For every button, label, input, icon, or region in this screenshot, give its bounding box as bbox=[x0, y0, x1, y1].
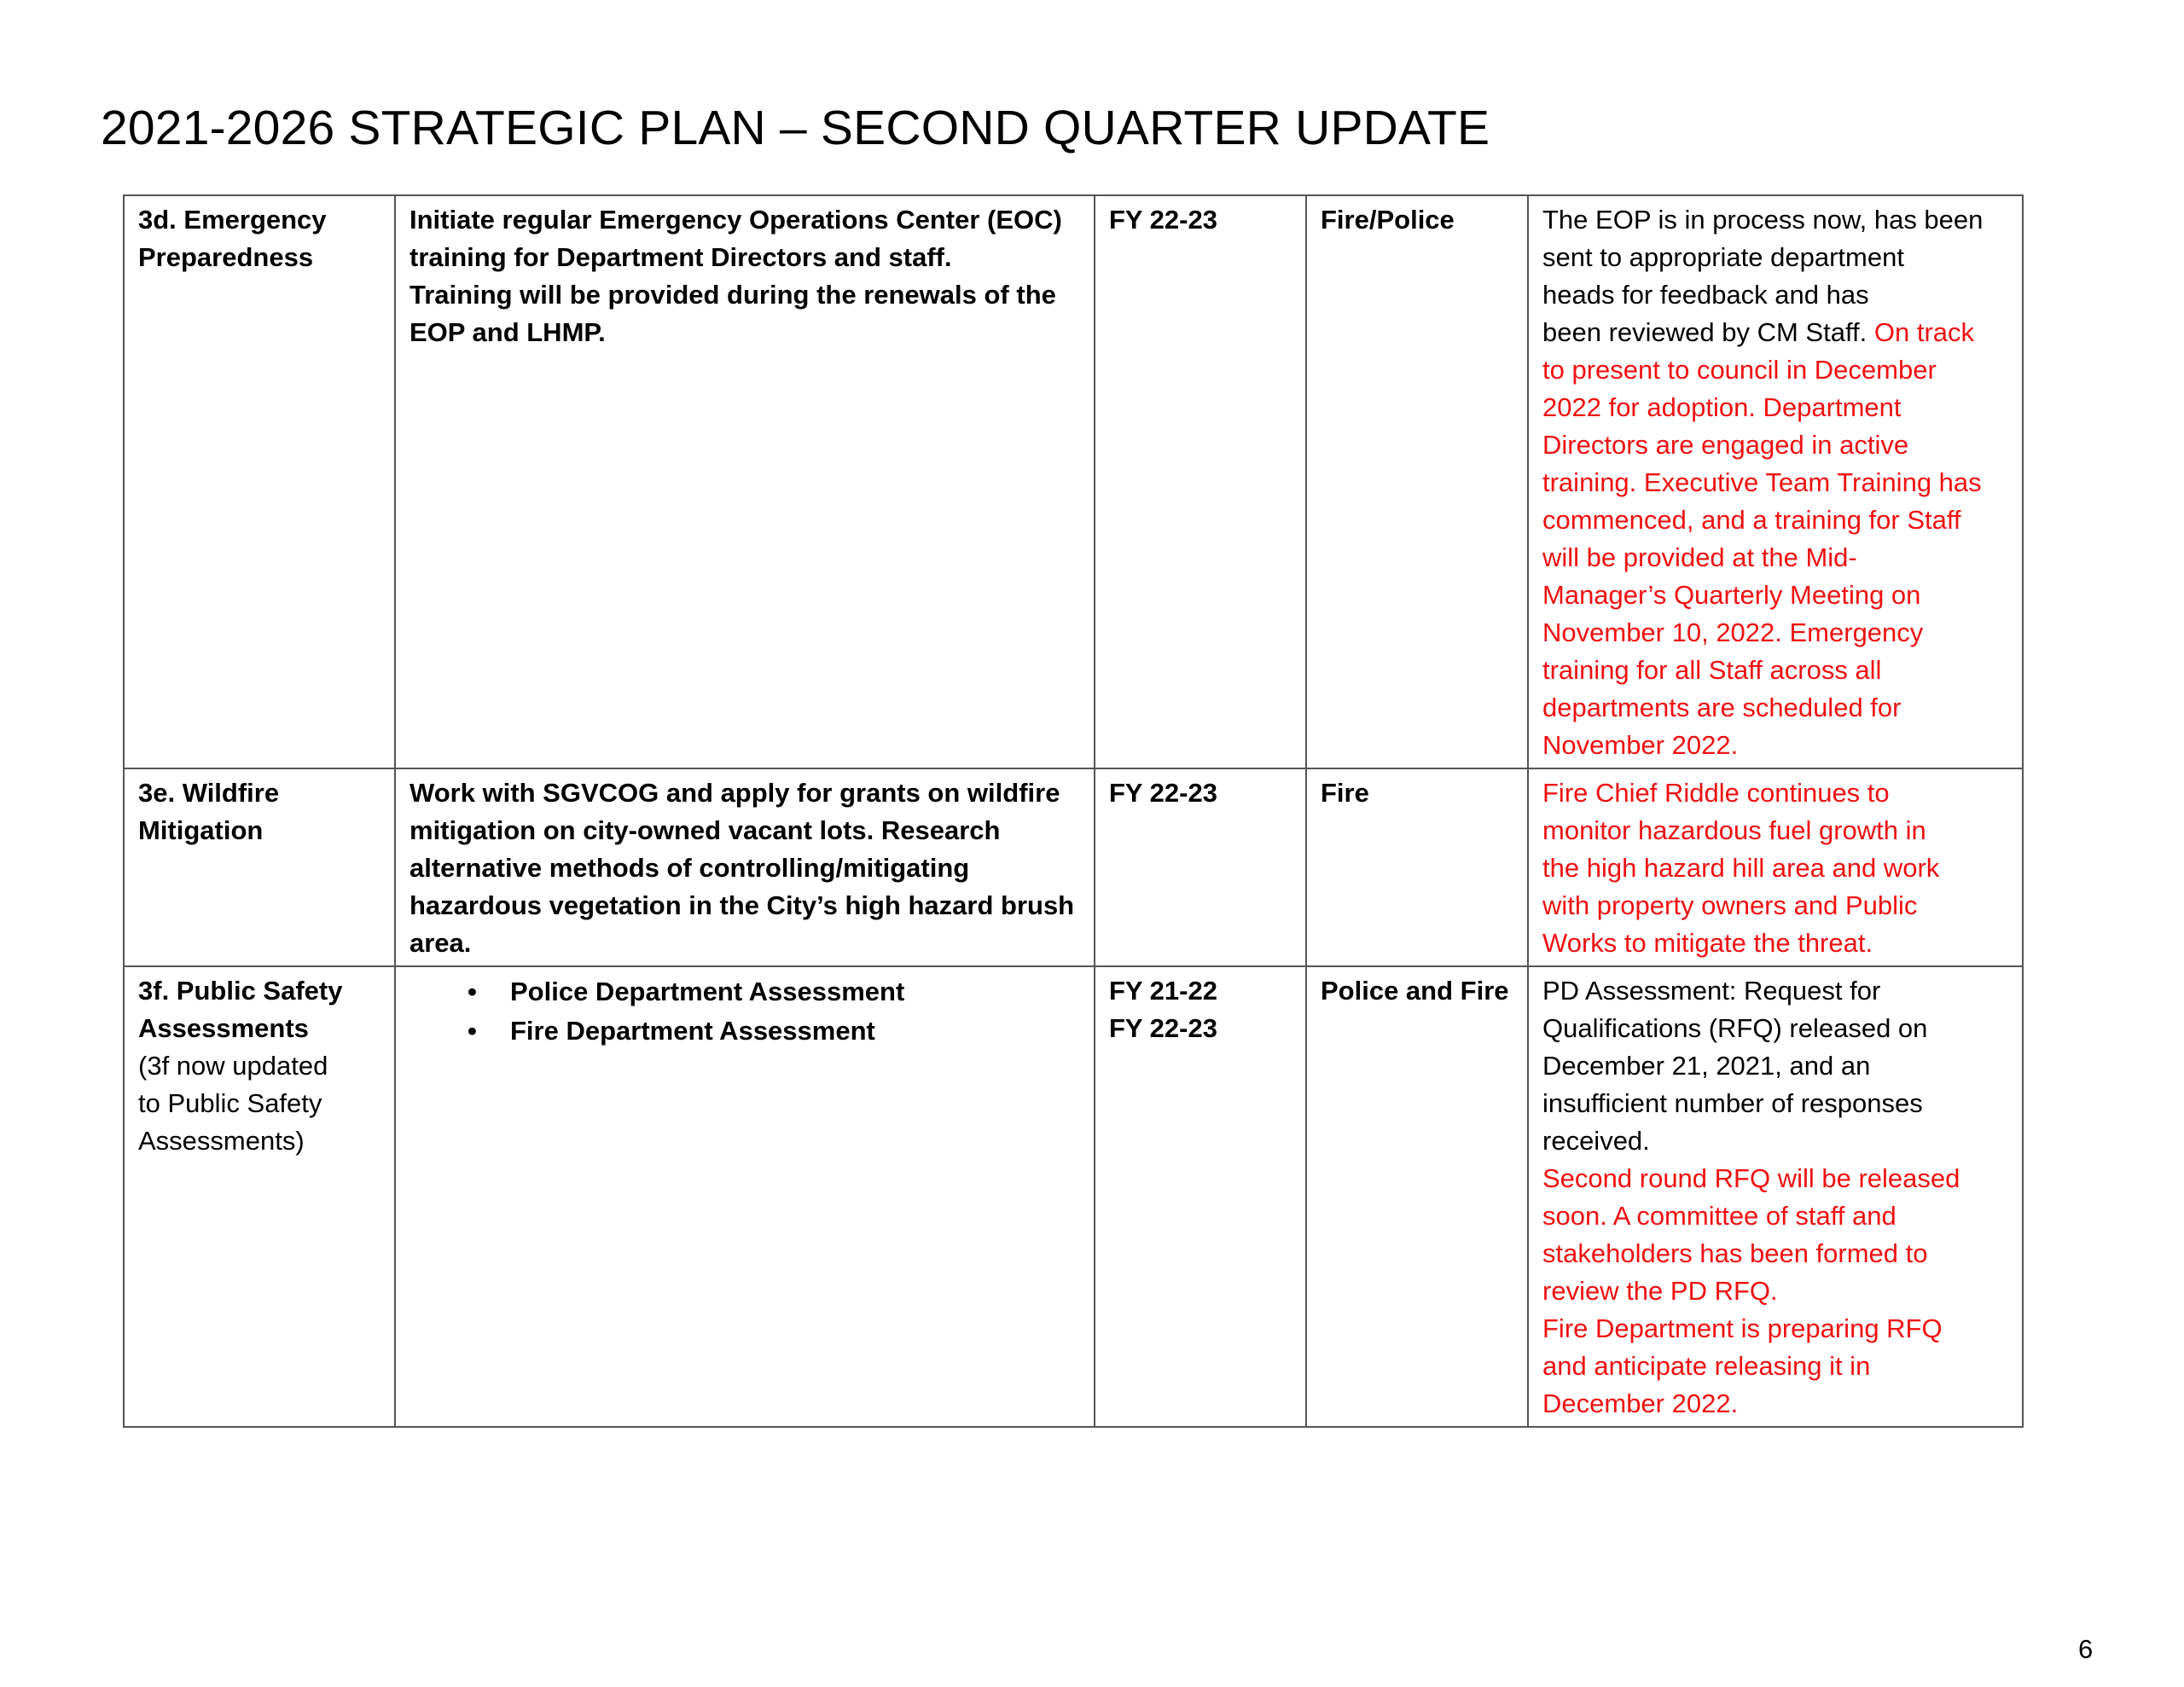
action-line: alternative methods of controlling/mitigating bbox=[410, 853, 970, 883]
table-row bbox=[124, 195, 2023, 768]
timeline-cell bbox=[1095, 768, 1306, 966]
status-cell bbox=[1528, 966, 2023, 1427]
department-text: Fire bbox=[1321, 778, 1369, 808]
status-update-line: the high hazard hill area and work bbox=[1542, 853, 1940, 883]
action-bullet-list bbox=[410, 972, 1080, 1051]
status-update-line: training for all Staff across all bbox=[1542, 655, 1882, 685]
status-line: PD Assessment: Request for bbox=[1542, 976, 1881, 1006]
goal-note-line: Assessments) bbox=[138, 1126, 305, 1156]
goal-line: 3e. Wildfire bbox=[138, 778, 280, 808]
status-update-line: Directors are engaged in active bbox=[1542, 430, 1909, 460]
timeline-line: FY 22-23 bbox=[1109, 778, 1217, 808]
timeline-cell bbox=[1095, 966, 1306, 1427]
status-cell bbox=[1528, 768, 2023, 966]
status-update-line: Second round RFQ will be released bbox=[1542, 1163, 1960, 1193]
department-cell bbox=[1306, 966, 1528, 1427]
status-cell bbox=[1528, 195, 2023, 768]
goal-cell bbox=[124, 966, 395, 1427]
status-line: received. bbox=[1542, 1126, 1650, 1156]
status-update-line: Manager’s Quarterly Meeting on bbox=[1542, 580, 1921, 610]
status-update-inline: On track bbox=[1873, 317, 1975, 347]
bullet-text: Police Department Assessment bbox=[510, 977, 905, 1006]
table-row bbox=[124, 966, 2023, 1427]
action-cell bbox=[395, 195, 1095, 768]
department-text: Police and Fire bbox=[1321, 976, 1509, 1006]
goal-line: 3f. Public Safety bbox=[138, 976, 343, 1006]
status-update-line: commenced, and a training for Staff bbox=[1542, 505, 1961, 535]
status-line: been reviewed by CM Staff. bbox=[1542, 317, 1867, 347]
status-update-line: November 10, 2022. Emergency bbox=[1542, 617, 1924, 647]
status-update-line: and anticipate releasing it in bbox=[1542, 1351, 1871, 1381]
table-row bbox=[124, 768, 2023, 966]
status-update-line: will be provided at the Mid- bbox=[1542, 542, 1857, 572]
goal-line: Assessments bbox=[138, 1013, 309, 1043]
status-line: insufficient number of responses bbox=[1542, 1088, 1923, 1118]
status-update-line: Fire Department is preparing RFQ bbox=[1542, 1313, 1943, 1343]
status-line: Qualifications (RFQ) released on bbox=[1542, 1013, 1928, 1043]
timeline-line: FY 21-22 bbox=[1109, 976, 1217, 1006]
status-update-line: stakeholders has been formed to bbox=[1542, 1238, 1928, 1268]
status-update-line: to present to council in December bbox=[1542, 355, 1937, 385]
goal-cell bbox=[124, 768, 395, 966]
action-line: mitigation on city-owned vacant lots. Research bbox=[410, 815, 1001, 845]
action-line: EOP and LHMP. bbox=[410, 317, 606, 347]
page-number: 6 bbox=[2078, 1634, 2094, 1664]
action-cell bbox=[395, 966, 1095, 1427]
list-item bbox=[468, 972, 1080, 1012]
action-cell bbox=[395, 768, 1095, 966]
status-update-line: Fire Chief Riddle continues to bbox=[1542, 778, 1890, 808]
action-line: training for Department Directors and staff. bbox=[410, 242, 952, 272]
goal-line: 3d. Emergency bbox=[138, 205, 327, 235]
goal-cell bbox=[124, 195, 395, 768]
bullet-text: Fire Department Assessment bbox=[510, 1016, 875, 1046]
strategic-plan-table bbox=[123, 194, 2024, 1428]
department-cell bbox=[1306, 195, 1528, 768]
status-update-line: departments are scheduled for bbox=[1542, 693, 1902, 722]
bullet-icon: • bbox=[468, 977, 477, 1006]
goal-line: Preparedness bbox=[138, 242, 314, 272]
status-update-line: 2022 for adoption. Department bbox=[1542, 392, 1902, 422]
status-line: The EOP is in process now, has been bbox=[1542, 205, 1984, 235]
status-update-line: monitor hazardous fuel growth in bbox=[1542, 815, 1926, 845]
action-line: hazardous vegetation in the City’s high hazard brush bbox=[410, 890, 1075, 920]
page-title: 2021-2026 STRATEGIC PLAN – SECOND QUARTER UPDATE bbox=[101, 101, 1490, 155]
status-update-line: December 2022. bbox=[1542, 1388, 1739, 1418]
action-line: area. bbox=[410, 928, 472, 958]
status-update-line: training. Executive Team Training has bbox=[1542, 467, 1982, 497]
status-line: December 21, 2021, and an bbox=[1542, 1051, 1871, 1081]
action-line: Work with SGVCOG and apply for grants on wildfire bbox=[410, 778, 1060, 808]
goal-note-line: (3f now updated bbox=[138, 1051, 328, 1081]
bullet-icon: • bbox=[468, 1016, 477, 1046]
timeline-line: FY 22-23 bbox=[1109, 1013, 1217, 1043]
status-update-line: with property owners and Public bbox=[1542, 890, 1918, 920]
action-line: Training will be provided during the renewals of the bbox=[410, 280, 1056, 310]
goal-line: Mitigation bbox=[138, 815, 264, 845]
status-line: heads for feedback and has bbox=[1542, 280, 1869, 310]
department-text: Fire/Police bbox=[1321, 205, 1455, 235]
status-update-line: review the PD RFQ. bbox=[1542, 1276, 1778, 1306]
status-update-line: soon. A committee of staff and bbox=[1542, 1201, 1896, 1231]
goal-note-line: to Public Safety bbox=[138, 1088, 322, 1118]
action-line: Initiate regular Emergency Operations Center (EOC) bbox=[410, 205, 1062, 235]
department-cell bbox=[1306, 768, 1528, 966]
status-update-line: November 2022. bbox=[1542, 730, 1739, 760]
list-item bbox=[468, 1012, 1080, 1051]
timeline-cell bbox=[1095, 195, 1306, 768]
status-line: sent to appropriate department bbox=[1542, 242, 1904, 272]
timeline-line: FY 22-23 bbox=[1109, 205, 1217, 235]
status-update-line: Works to mitigate the threat. bbox=[1542, 928, 1873, 958]
